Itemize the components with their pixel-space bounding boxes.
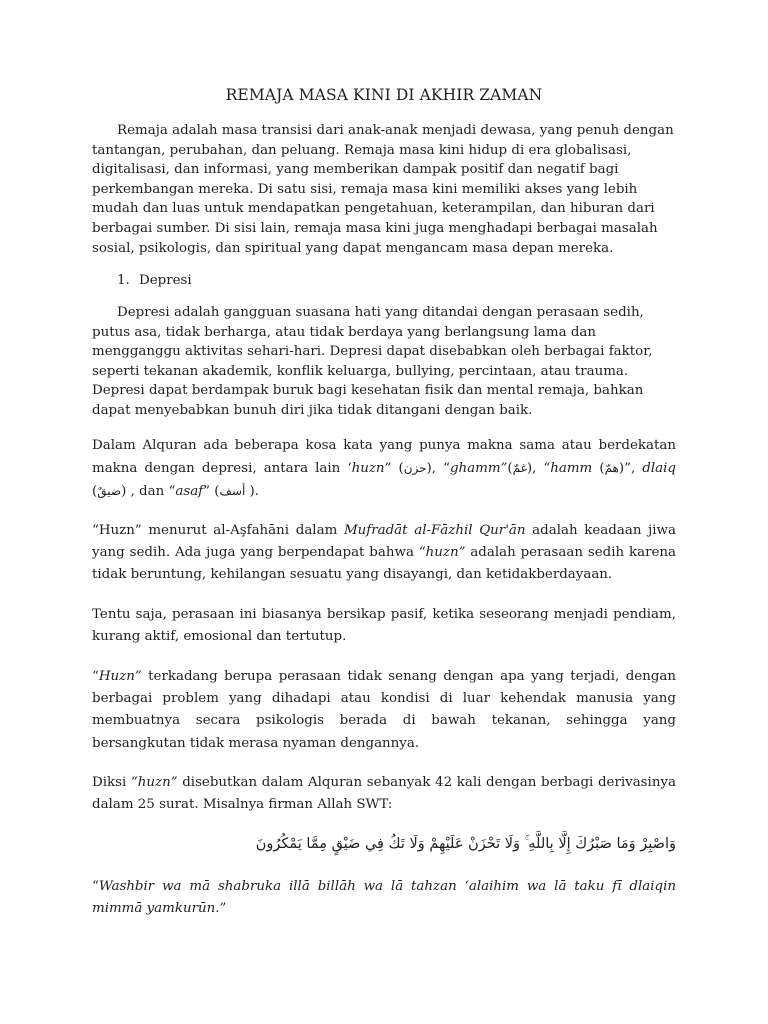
intro-paragraph: Remaja adalah masa transisi dari anak-anak menjadi dewasa, yang penuh dengan tantangan, perubahan, dan peluang. Remaja masa kini hidup di era globalisasi, digitalisasi, dan informasi, yang memberikan dampak positif dan negatif bagi perkembangan mereka. Di satu sisi, remaja masa kini memiliki akses yang lebih mudah dan luas untuk mendapatkan pengetahuan, keterampilan, dan hiburan dari berbagai sumber. Di sisi lain, remaja masa kini juga menghadapi berbagai masalah sosial, psikologis, dan spiritual yang dapat mengancam masa depan mereka. — [92, 123, 674, 256]
huzn-definition-paragraph: “Huzn” menurut al-Aşfahāni dalam Mufradāt al-Fāzhil Qur'ān adalah keadaan jiwa yang sedih. Ada juga yang berpendapat bahwa “huzn” adalah perasaan sedih karena tidak beruntung, kehilangan sesuatu yang disayangi, dan ketidakberdayaan. — [92, 523, 677, 583]
document-title: REMAJA MASA KINI DI AKHIR ZAMAN — [225, 86, 543, 104]
diksi-paragraph: Diksi “huzn” disebutkan dalam Alquran sebanyak 42 kali dengan berbagi derivasinya dalam 25 surat. Misalnya firman Allah SWT: — [92, 775, 677, 813]
depresi-paragraph: Depresi adalah gangguan suasana hati yang ditandai dengan perasaan sedih, putus asa, tidak berharga, atau tidak berdaya yang berlangsung lama dan mengganggu aktivitas sehari-hari. Depresi dapat disebabkan oleh berbagai faktor, seperti tekanan akademik, konflik keluarga, bullying, percintaan, atau trauma. Depresi dapat berdampak buruk bagi kesehatan fisik dan mental remaja, bahkan dapat menyebabkan bunuh diri jika tidak ditangani dengan baik. — [92, 305, 653, 418]
section-number: 1. — [117, 273, 130, 288]
huzn-terkadang-paragraph: “Huzn” terkadang berupa perasaan tidak senang dengan apa yang terjadi, dengan berbagai problem yang dihadapi atau kondisi di luar kehendak manusia yang membuatnya secara psikologis berada di bawah tekanan, sehingga yang bersangkutan tidak merasa nyaman dengannya. — [92, 669, 676, 751]
alquran-paragraph: Dalam Alquran ada beberapa kosa kata yang punya makna sama atau berdekatan makna dengan depresi, antara lain ‘huzn” (حزن), “ghamm”(غمّ), “hamm (همّ)”, dlaiq (ضيقٌ) , dan “asaf” (أسف ). — [92, 438, 676, 500]
section-heading-text: Depresi — [139, 273, 192, 288]
quran-verse-arabic: وَاصْبِرْ وَمَا صَبْرُكَ إِلَّا بِاللَّهِ ۚ وَلَا تَحْزَنْ عَلَيْهِمْ وَلَا تَكُ فِي ضَيْقٍ مِمَّا يَمْكُرُونَ — [255, 836, 676, 852]
verse-transliteration: “Washbir wa mā shabruka illā billāh wa lā tahzan ‘alaihim wa lā taku fī dlaiqin mimmā yamkurūn.” — [92, 879, 676, 917]
section-heading-depresi — [117, 271, 192, 291]
pasif-paragraph: Tentu saja, perasaan ini biasanya bersikap pasif, ketika seseorang menjadi pendiam, kurang aktif, emosional dan tertutup. — [92, 607, 676, 645]
